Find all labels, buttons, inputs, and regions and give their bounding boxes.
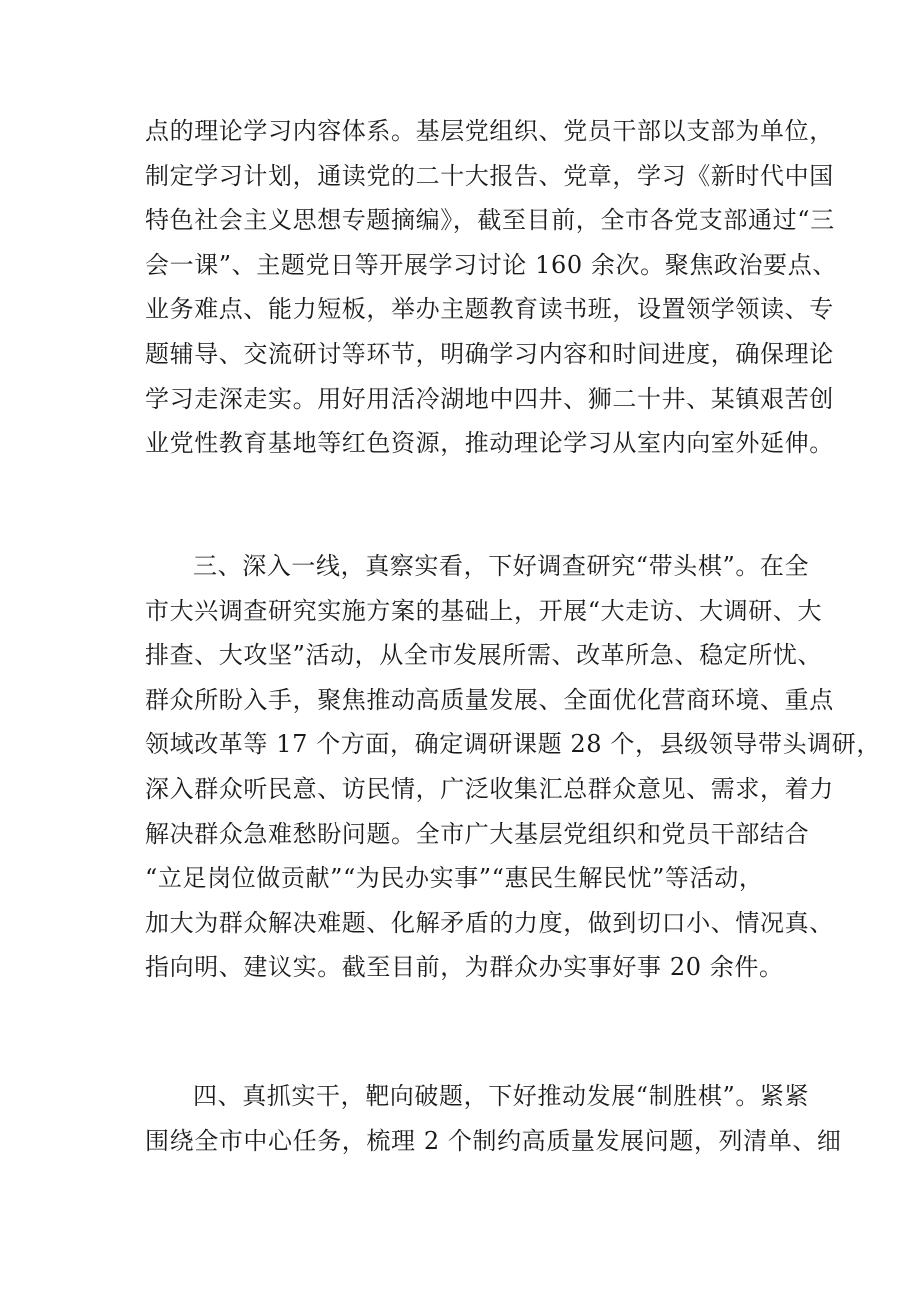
paragraph-2-line: 群众所盼入手，聚焦推动高质量发展、全面优化营商环境、重点: [145, 685, 834, 714]
paragraph-1: [145, 109, 837, 466]
paragraph-3-line: 围绕全市中心任务，梳理 2 个制约高质量发展问题，列清单、细: [145, 1126, 842, 1155]
paragraph-1-line: 会一课”、主题党日等开展学习讨论 160 余次。聚焦政治要点、: [145, 250, 837, 279]
paragraph-2-line: 指向明、建议实。截至目前，为群众办实事好事 20 余件。: [145, 953, 784, 982]
paragraph-2: [145, 544, 881, 990]
paragraph-3-heading-line: 四、真抓实干，靶向破题，下好推动发展“制胜棋”。紧紧: [193, 1082, 810, 1110]
paragraph-3: [145, 1074, 842, 1163]
paragraph-2-line: 加大为群众解决难题、化解矛盾的力度，做到切口小、情况真、: [145, 908, 834, 937]
paragraph-1-line: 学习走深走实。用好用活冷湖地中四井、狮二十井、某镇艰苦创: [145, 384, 834, 413]
paragraph-2-heading-line: 三、深入一线，真察实看，下好调查研究“带头棋”。在全: [193, 552, 810, 580]
paragraph-1-line: 题辅导、交流研讨等环节，明确学习内容和时间进度，确保理论: [145, 339, 834, 368]
paragraph-2-line: 市大兴调查研究实施方案的基础上，开展“大走访、大调研、大: [145, 596, 823, 625]
paragraph-1-line: 业党性教育基地等红色资源，推动理论学习从室内向室外延伸。: [145, 429, 834, 458]
paragraph-2-line: “立足岗位做贡献”“为民办实事”“惠民生解民忧”等活动，: [145, 864, 764, 893]
paragraph-2-line: 解决群众急难愁盼问题。全市广大基层党组织和党员干部结合: [145, 819, 810, 848]
paragraph-1-line: 业务难点、能力短板，举办主题教育读书班，设置领学领读、专: [145, 295, 834, 324]
paragraph-1-line: 特色社会主义思想专题摘编》，截至目前，全市各党支部通过“三: [145, 206, 835, 235]
paragraph-2-line: 深入群众听民意、访民情，广泛收集汇总群众意见、需求，着力: [145, 774, 834, 803]
paragraph-2-line: 领域改革等 17 个方面，确定调研课题 28 个，县级领导带头调研，: [145, 730, 881, 759]
paragraph-1-line: 点的理论学习内容体系。基层党组织、党员干部以支部为单位，: [145, 117, 834, 145]
paragraph-2-line: 排查、大攻坚”活动，从全市发展所需、改革所急、稳定所忧、: [145, 641, 823, 670]
paragraph-1-line: 制定学习计划，通读党的二十大报告、党章，学习《新时代中国: [145, 161, 834, 190]
